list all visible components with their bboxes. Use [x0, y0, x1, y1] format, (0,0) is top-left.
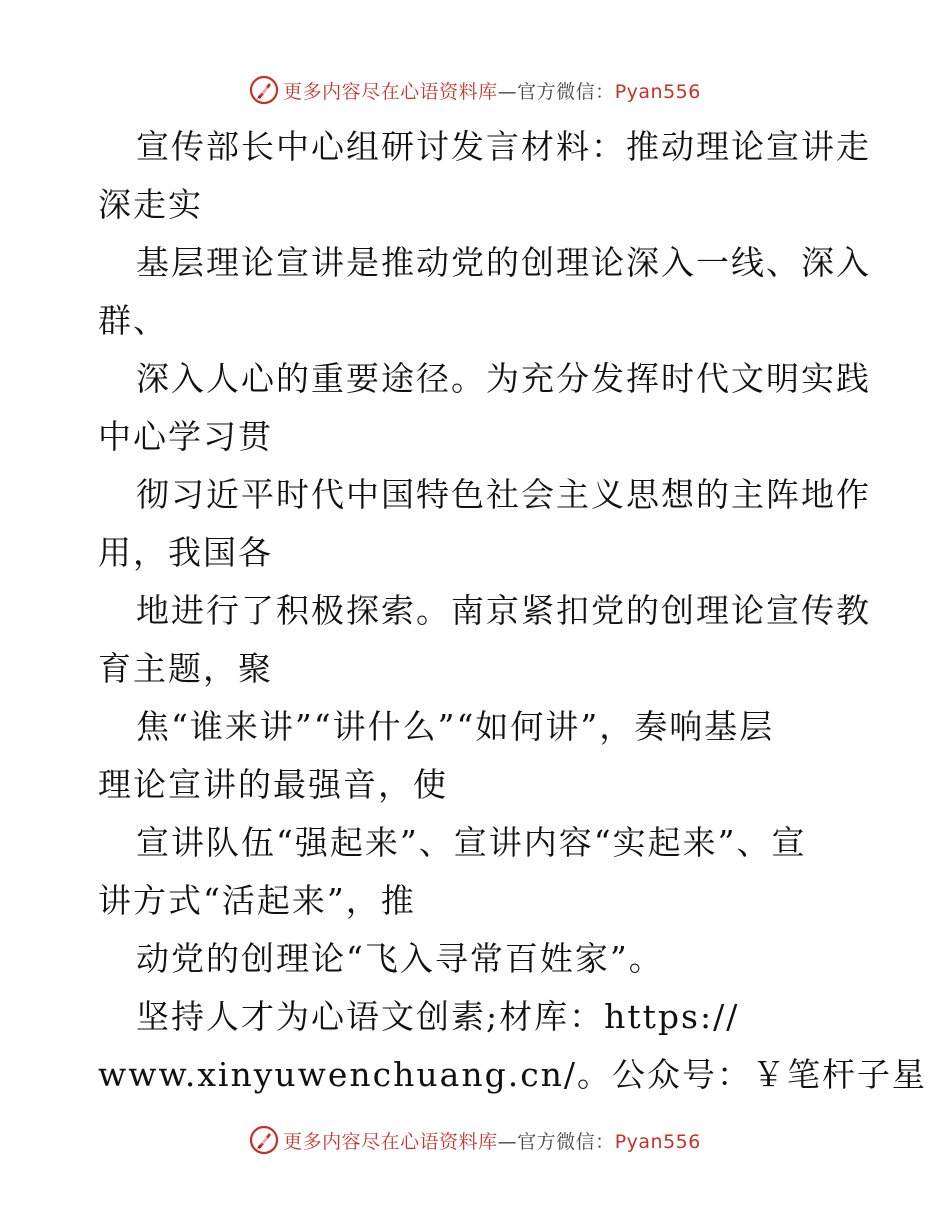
- doc-line: 焦“谁来讲”“讲什么”“如何讲”，奏响基层: [136, 707, 775, 746]
- quill-pen-logo-icon: [249, 1125, 279, 1155]
- doc-line: www.xinyuwenchuang.cn/。公众号：￥笔杆子星: [98, 1055, 928, 1094]
- quill-pen-logo-icon: [249, 75, 279, 105]
- doc-line: 群、: [98, 301, 168, 340]
- doc-line: 彻习近平时代中国特色社会主义思想的主阵地作: [136, 475, 871, 514]
- doc-line: 基层理论宣讲是推动党的创理论深入一线、深入: [136, 243, 871, 282]
- header-banner-text: 更多内容尽在心语资料库—官方微信：Pyan556: [283, 80, 701, 103]
- footer-banner-text: 更多内容尽在心语资料库—官方微信：Pyan556: [283, 1130, 701, 1153]
- doc-line: 理论宣讲的最强音，使: [98, 765, 448, 804]
- doc-title-line-1: 宣传部长中心组研讨发言材料：推动理论宣讲走: [136, 127, 871, 166]
- doc-line: 育主题，聚: [98, 649, 273, 688]
- doc-line: 深入人心的重要途径。为充分发挥时代文明实践: [136, 359, 871, 398]
- document-body: [98, 118, 928, 1104]
- doc-line: 宣讲队伍“强起来”、宣讲内容“实起来”、宣: [136, 823, 807, 862]
- header-banner: [0, 70, 950, 110]
- doc-title-line-2: 深走实: [98, 185, 203, 224]
- doc-line: 坚持人才为心语文创素;材库：https://: [136, 997, 740, 1036]
- doc-line: 中心学习贯: [98, 417, 273, 456]
- footer-banner: [0, 1120, 950, 1160]
- doc-line: 用，我国各: [98, 533, 273, 572]
- doc-line: 动党的创理论“飞入寻常百姓家”。: [136, 939, 664, 978]
- doc-line: 讲方式“活起来”，推: [98, 881, 416, 920]
- doc-line: 地进行了积极探索。南京紧扣党的创理论宣传教: [136, 591, 871, 630]
